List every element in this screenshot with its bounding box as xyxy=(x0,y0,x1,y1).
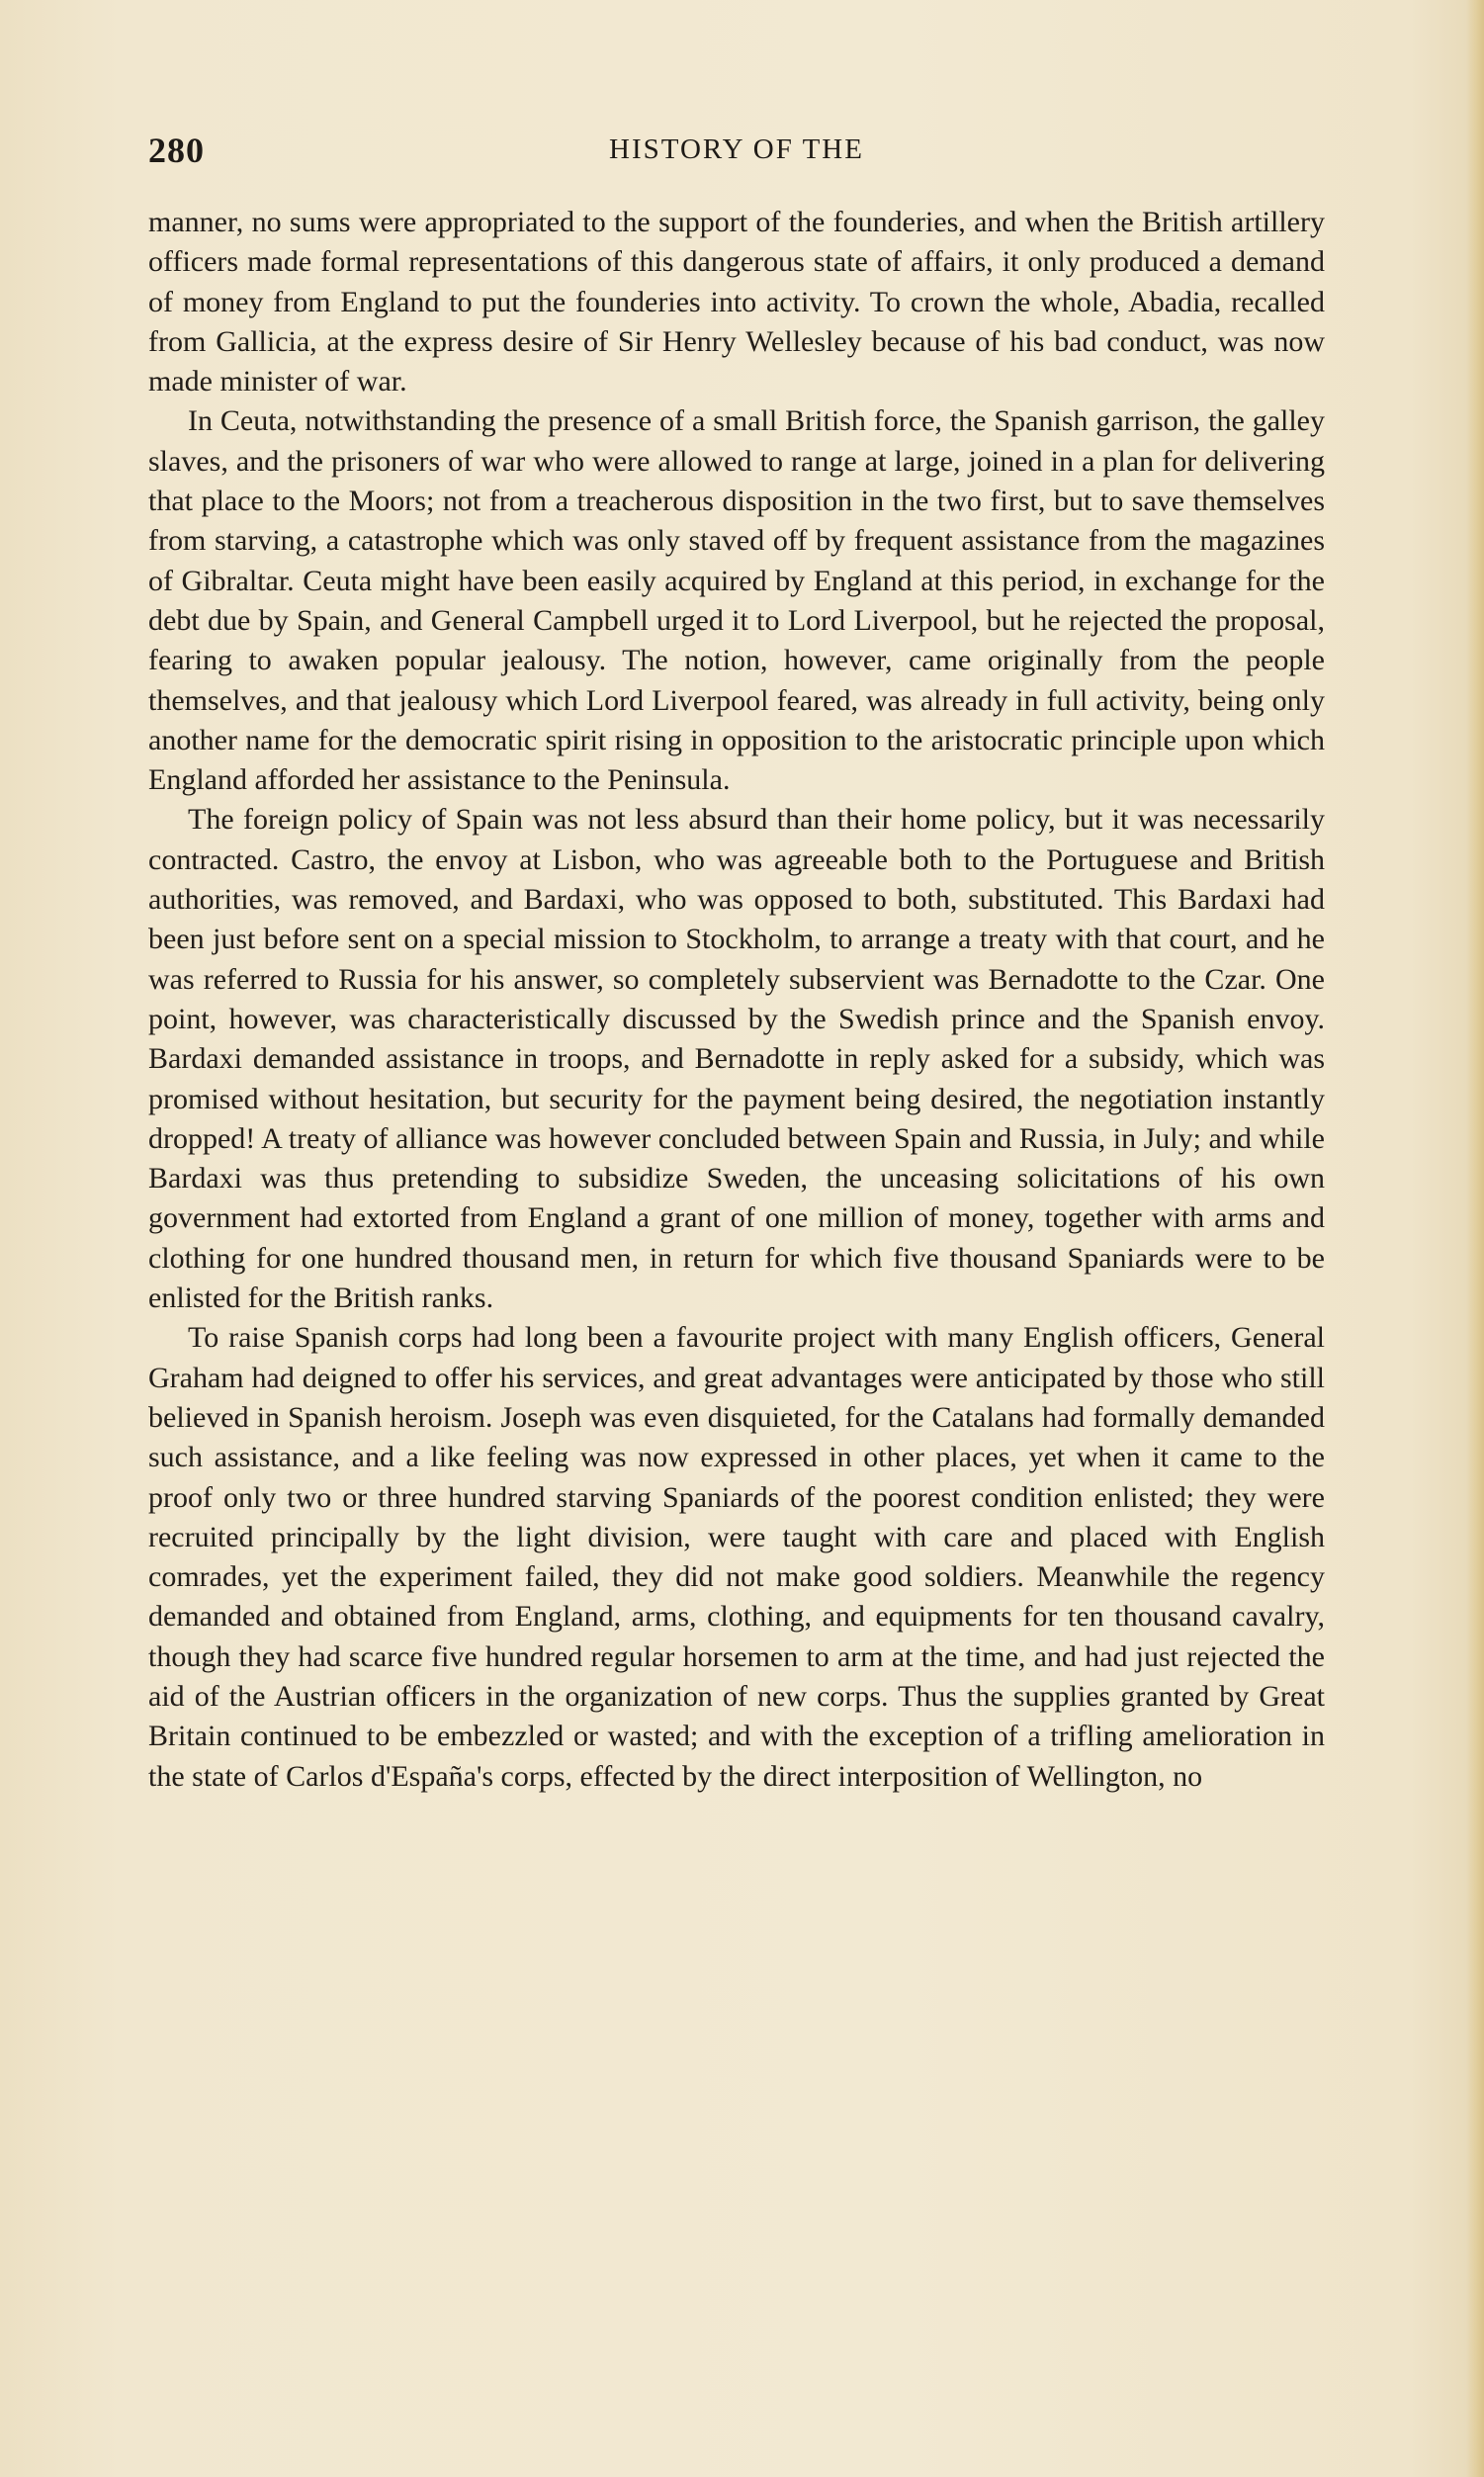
paragraph-spanish-corps: To raise Spanish corps had long been a favourite project with many English officers, General Graham had deigned to offer his services, and great advantages were anticipated by those who still believed in Spanish heroism. Joseph was even disquieted, for the Catalans had formally demanded such assistance, and a like feeling was now expressed in other places, yet when it came to the proof only two or three hundred starving Spaniards of the poorest condition enlisted; they were recruited principally by the light division, were taught with care and placed with English comrades, yet the experiment failed, they did not make good soldiers. Meanwhile the regency demanded and obtained from England, arms, clothing, and equipments for ten thousand cavalry, though they had scarce five hundred regular horsemen to arm at the time, and had just rejected the aid of the Austrian officers in the organization of new corps. Thus the supplies granted by Great Britain continued to be embezzled or wasted; and with the exception of a trifling amelioration in the state of Carlos d'España's corps, effected by the direct interposition of Wellington, no xyxy=(148,1321,1325,1793)
page-edge-shadow xyxy=(1466,0,1484,2477)
paragraph-continued: manner, no sums were appropriated to the support of the founderies, and when the British artillery officers made formal representations of this dangerous state of affairs, it only produced a demand of money from England to put the founderies into activity. To crown the whole, Abadia, recalled from Gallicia, at the express desire of Sir Henry Wellesley because of his bad conduct, was now made minister of war. xyxy=(148,206,1325,398)
page-header xyxy=(148,130,1325,173)
paragraph-foreign-policy: The foreign policy of Spain was not less absurd than their home policy, but it was necessarily contracted. Castro, the envoy at Lisbon, who was agreeable both to the Portuguese and British authorities, was removed, and Bardaxi, who was opposed to both, substituted. This Bardaxi had been just before sent on a special mission to Stockholm, to arrange a treaty with that court, and he was referred to Russia for his answer, so completely subservient was Bernadotte to the Czar. One point, however, was characteristically discussed by the Swedish prince and the Spanish envoy. Bardaxi demanded assistance in troops, and Bernadotte in reply asked for a subsidy, which was promised without hesitation, but security for the payment being desired, the negotiation instantly dropped! A treaty of alliance was however concluded between Spain and Russia, in July; and while Bardaxi was thus pretending to subsidize Sweden, the unceasing solicitations of his own government had extorted from England a grant of one million of money, together with arms and clothing for one hundred thousand men, in return for which five thousand Spaniards were to be enlisted for the British ranks. xyxy=(148,803,1325,1315)
page-number: 280 xyxy=(148,131,205,170)
running-head: HISTORY OF THE xyxy=(609,133,864,165)
body-text xyxy=(148,203,1325,1797)
paragraph-ceuta: In Ceuta, notwithstanding the presence of a small British force, the Spanish garrison, the galley slaves, and the prisoners of war who were allowed to range at large, joined in a plan for delivering that place to the Moors; not from a treacherous disposition in the two first, but to save themselves from starving, a catastrophe which was only staved off by frequent assistance from the magazines of Gibraltar. Ceuta might have been easily acquired by England at this period, in exchange for the debt due by Spain, and General Campbell urged it to Lord Liverpool, but he rejected the proposal, fearing to awaken popular jealousy. The notion, however, came originally from the people themselves, and that jealousy which Lord Liverpool feared, was already in full activity, being only another name for the democratic spirit rising in opposition to the aristocratic principle upon which England afforded her assistance to the Peninsula. xyxy=(148,404,1325,797)
